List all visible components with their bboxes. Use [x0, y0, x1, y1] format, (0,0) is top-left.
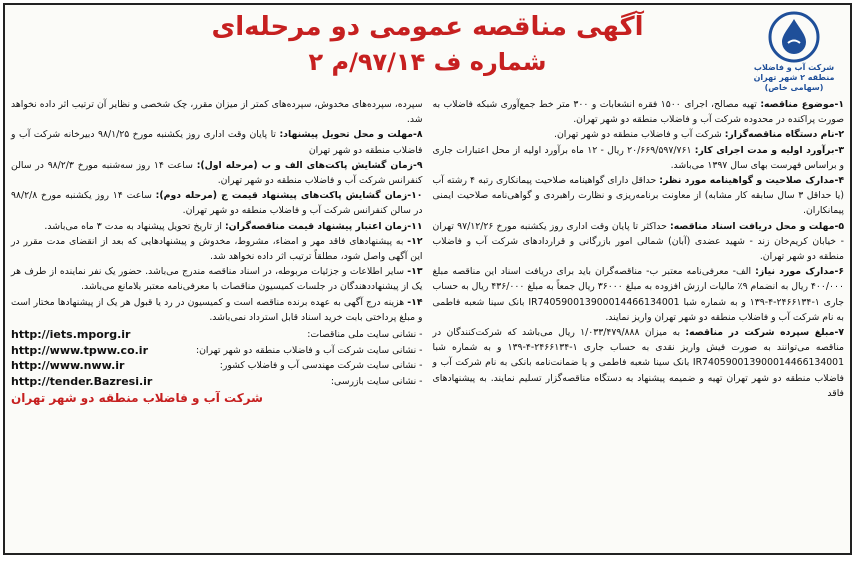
website-label: - نشانی سایت ملی مناقصات: [307, 329, 423, 341]
org-name-line3: (سهامی خاص) [764, 83, 824, 92]
footer-company-name: شرکت آب و فاضلاب منطقه دو شهر تهران [11, 391, 263, 406]
clause-item [11, 158, 423, 188]
clause-item [11, 97, 423, 127]
clause-label: ۱۲- [407, 235, 423, 247]
clause-text: به پیشنهادهای فاقد مهر و امضاء، مشروط، مخدوش و پیشنهادهایی که بعد از انقضای مدت مقرر در این آگهی واصل شود، مطلقاً ترتیب اثر داده نخواهد شد. [11, 235, 423, 263]
clause-label: ۷-مبلغ سپرده شرکت در مناقصه: [685, 327, 844, 339]
header [5, 5, 850, 91]
clause-text: شرکت آب و فاضلاب منطقه دو شهر تهران. [553, 129, 725, 141]
clause-text: تا پایان وقت اداری روز یکشنبه مورخ ۹۸/۱/۲۵ دبیرخانه شرکت آب و فاضلاب منطقه دو شهر تهران [11, 129, 423, 156]
clause-text: هزینه درج آگهی به عهده برنده مناقصه است و کمیسیون در رد یا قبول هر یک از پیشنهادها مختار است و مبلغ پرداختی بابت خرید اسناد قابل استرداد نمی‌باشد. [11, 296, 423, 323]
website-label: - نشانی سایت شرکت آب و فاضلاب منطقه دو شهر تهران: [195, 344, 423, 356]
clause-label: ۱۴- [407, 296, 423, 308]
clause-text: الف- معرفی‌نامه معتبر ب- مناقصه‌گران باید برای دریافت اسناد این مناقصه مبلغ ۴۰۰/۰۰۰ ریال به انضمام ۹٪ مالیات ارزش افزوده به مبلغ ۳۶۰۰۰ ریال جمعاً به مبلغ ۴۳۶/۰۰۰ ریال به حساب جاری ۱-۲۴۶۶۱۳۴-۴-۱۳۹ و به شماره شبا IR740590013900014466134001 بانک سینا شعبه فاطمی به نام شرکت آب و فاضلاب منطقه دو شهر تهران واریز نمایند. [432, 266, 845, 323]
website-row [11, 358, 423, 374]
org-name-line1: شرکت آب و فاضلاب [753, 63, 835, 72]
clause-item [11, 188, 423, 218]
clause-text: سایر اطلاعات و جزئیات مربوطه، در اسناد مناقصه مندرج می‌باشد. حضور یک نفر نماینده از طرف هر یک از پیشنهاددهندگان در جلسات کمیسیون مناقصات با معرفی‌نامه معتبر بلامانع می‌باشد. [11, 266, 423, 293]
clause-text: حداکثر تا پایان وقت اداری روز یکشنبه مورخ ۹۷/۱۲/۲۶ تهران - خیابان کریم‌خان زند - شهید عضدی (آبان) شمالی امور بازرگانی و قراردادهای شرکت آب و فاضلاب منطقه دو شهر تهران. [432, 220, 844, 263]
clause-text: سپرده، سپرده‌های مخدوش، سپرده‌های کمتر از میزان مقرر، چک شخصی و نظایر آن ترتیب اثر داده نخواهد شد. [11, 99, 423, 126]
clause-text: به میزان ۱/۰۳۳/۴۷۹/۸۸۸ ریال می‌باشد که شرکت‌کنندگان در مناقصه می‌توانند به صورت فیش واریز نقدی به حساب جاری ۱-۲۴۶۶۱۳۴-۴-۱۳۹ و به شماره شبا IR740590013900014466134001 بانک سینا شعبه فاطمی و یا ضمانت‌نامه بانکی به نام شرکت آب و فاضلاب منطقه دو شهر تهران تهیه و ضمیمه پیشنهاد به دستگاه مناقصه‌گزار تسلیم نمایند. به پیشنهادهای فاقد [432, 327, 844, 399]
body-columns [11, 97, 844, 547]
clause-item [11, 264, 423, 294]
clause-label: ۴-مدارک صلاحیت و گواهینامه مورد نظر: [659, 175, 844, 187]
clause-text: تهیه مصالح، اجرای ۱۵۰۰ فقره انشعابات و ۳۰۰ متر خط جمع‌آوری شبکه فاضلاب به صورت پراکنده در محدوده شرکت آب و فاضلاب منطقه دو شهر تهران. [432, 99, 844, 126]
clause-label: ۳-برآورد اولیه و مدت اجرای کار: [694, 144, 844, 156]
clause-label: ۶-مدارک مورد نیاز: [755, 266, 844, 278]
clause-label: ۱۱-زمان اعتبار پیشنهاد قیمت مناقصه‌گران: [224, 220, 423, 232]
clause-item [433, 219, 845, 265]
clause-text: ساعت ۱۴ روز یکشنبه مورخ ۹۸/۲/۸ در سالن کنفرانس شرکت آب و فاضلاب منطقه دو شهر تهران. [11, 190, 423, 217]
tender-advertisement [3, 3, 852, 555]
clause-item [433, 143, 845, 173]
clause-item [433, 264, 845, 325]
clause-item [433, 127, 845, 142]
clause-label: ۱-موضوع مناقصه: [760, 99, 844, 110]
right-column [433, 97, 845, 547]
website-link[interactable]: http://www.tpww.co.ir [11, 343, 149, 357]
clause-item [11, 295, 423, 325]
ad-number: شماره ف ۹۷/۱۴/م ۲ [308, 48, 547, 76]
clause-item [11, 219, 423, 234]
clause-item [11, 127, 423, 157]
clause-label: ۸-مهلت و محل تحویل پیشنهاد: [279, 129, 423, 141]
website-list [11, 327, 423, 389]
website-row [11, 374, 423, 390]
clause-item [433, 325, 845, 401]
company-logo [746, 11, 842, 93]
left-items [11, 97, 423, 325]
clause-label: ۵-مهلت و محل دریافت اسناد مناقصه: [670, 220, 844, 232]
clause-item [433, 97, 845, 127]
website-link[interactable]: http://www.nww.ir [11, 359, 125, 373]
clause-item [11, 234, 423, 264]
water-drop-icon [768, 11, 820, 63]
clause-label: ۱۰-زمان گشایش پاکت‌های پیشنهاد قیمت ج (مرحله دوم): [155, 190, 423, 202]
clause-text: ۲۰/۶۶۹/۵۹۷/۷۶۱ ریال - ۱۲ ماه برآورد اولیه از محل اعتبارات جاری و براساس فهرست بهای سال ۱۳۹۷ می‌باشد. [432, 144, 844, 171]
website-row [11, 327, 423, 343]
website-label: - نشانی سایت شرکت مهندسی آب و فاضلاب کشور: [219, 360, 423, 372]
website-link[interactable]: http://tender.Bazresi.ir [11, 374, 153, 388]
clause-label: ۱۳- [407, 266, 423, 278]
left-column [11, 97, 423, 547]
clause-item [433, 173, 845, 219]
clause-label: ۹-زمان گشایش پاکت‌های الف و ب (مرحله اول): [196, 159, 423, 171]
titles [125, 9, 730, 79]
website-row [11, 343, 423, 359]
clause-label: ۲-نام دستگاه مناقصه‌گزار: [724, 129, 844, 141]
clause-text: ساعت ۱۴ روز سه‌شنبه مورخ ۹۸/۲/۳ در سالن کنفرانس شرکت آب و فاضلاب منطقه دو شهر تهران. [11, 159, 423, 187]
clause-text: از تاریخ تحویل پیشنهاد به مدت ۳ ماه می‌باشد. [44, 220, 225, 232]
website-label: - نشانی سایت بازرسی: [330, 375, 423, 387]
website-link[interactable]: http://iets.mporg.ir [11, 328, 131, 342]
org-name-line2: منطقه ۲ شهر تهران [753, 73, 835, 82]
clause-text: حداقل دارای گواهینامه صلاحیت پیمانکاری رتبه ۴ رشته آب (یا حداقل ۳ سال سابقه کار مشابه) از معاونت برنامه‌ریزی و نظارت راهبردی و گواهی‌نامه صلاحیت ایمنی پیمانکاران. [432, 175, 845, 217]
ad-title: آگهی مناقصه عمومی دو مرحله‌ای [211, 12, 644, 42]
